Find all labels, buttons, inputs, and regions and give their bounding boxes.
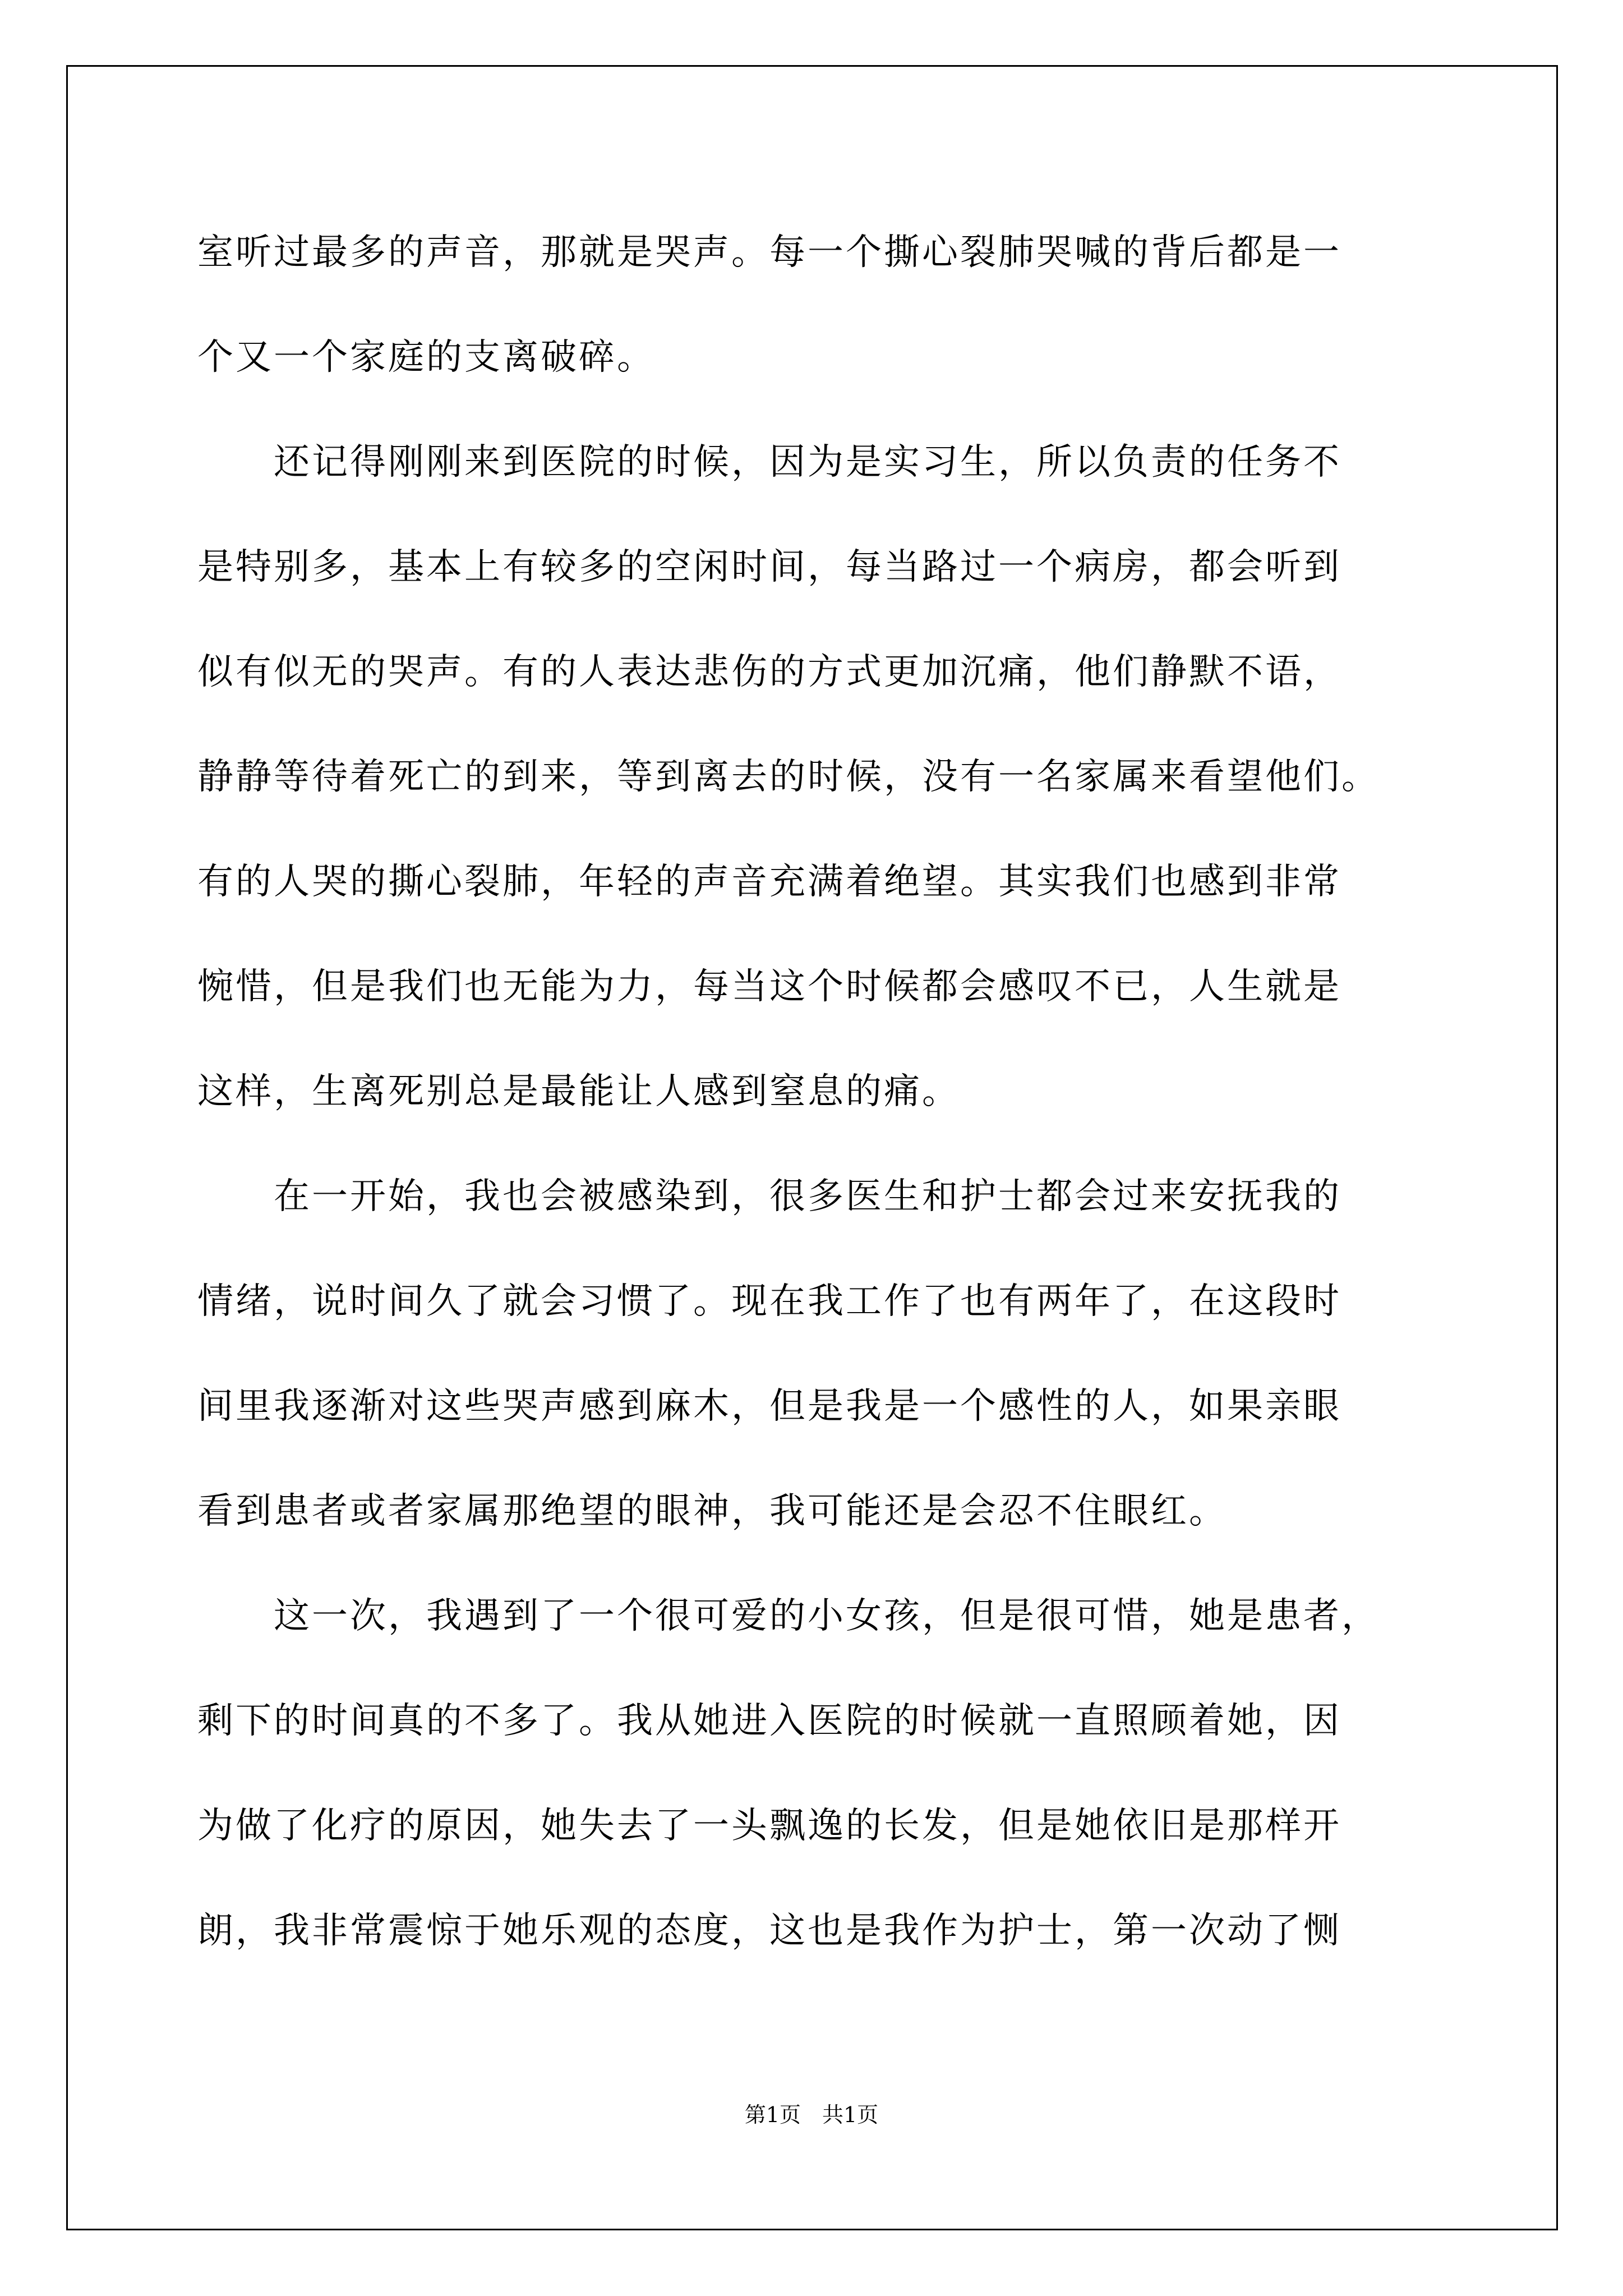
text-line: 这样，生离死别总是最能让人感到窒息的痛。 [197, 1071, 960, 1112]
text-line: 看到患者或者家属那绝望的眼神，我可能还是会忍不住眼红。 [197, 1490, 1227, 1532]
text-line: 有的人哭的撕心裂肺，年轻的声音充满着绝望。其实我们也感到非常 [197, 861, 1341, 903]
text-line: 惋惜，但是我们也无能为力，每当这个时候都会感叹不已，人生就是 [197, 966, 1341, 1007]
text-line: 情绪，说时间久了就会习惯了。现在我工作了也有两年了，在这段时 [197, 1281, 1341, 1322]
page-border [66, 65, 1558, 2230]
text-line: 朗，我非常震惊于她乐观的态度，这也是我作为护士，第一次动了恻 [197, 1910, 1341, 1952]
text-line: 在一开始，我也会被感染到，很多医生和护士都会过来安抚我的 [197, 1176, 1341, 1217]
text-line: 静静等待着死亡的到来，等到离去的时候，没有一名家属来看望他们。 [197, 756, 1380, 798]
text-line: 是特别多，基本上有较多的空闲时间，每当路过一个病房，都会听到 [197, 546, 1341, 588]
text-line: 个又一个家庭的支离破碎。 [197, 337, 655, 378]
text-line: 剩下的时间真的不多了。我从她进入医院的时候就一直照顾着她，因 [197, 1700, 1341, 1742]
text-line: 间里我逐渐对这些哭声感到麻木，但是我是一个感性的人，如果亲眼 [197, 1386, 1341, 1427]
text-line: 为做了化疗的原因，她失去了一头飘逸的长发，但是她依旧是那样开 [197, 1805, 1341, 1847]
text-line: 这一次，我遇到了一个很可爱的小女孩，但是很可惜，她是患者， [197, 1595, 1380, 1637]
text-line: 似有似无的哭声。有的人表达悲伤的方式更加沉痛，他们静默不语， [197, 651, 1341, 693]
text-line: 还记得刚刚来到医院的时候，因为是实习生，所以负责的任务不 [197, 441, 1341, 483]
text-line: 室听过最多的声音，那就是哭声。每一个撕心裂肺哭喊的背后都是一 [197, 232, 1341, 273]
page-footer: 第1页 共1页 [744, 2102, 879, 2127]
